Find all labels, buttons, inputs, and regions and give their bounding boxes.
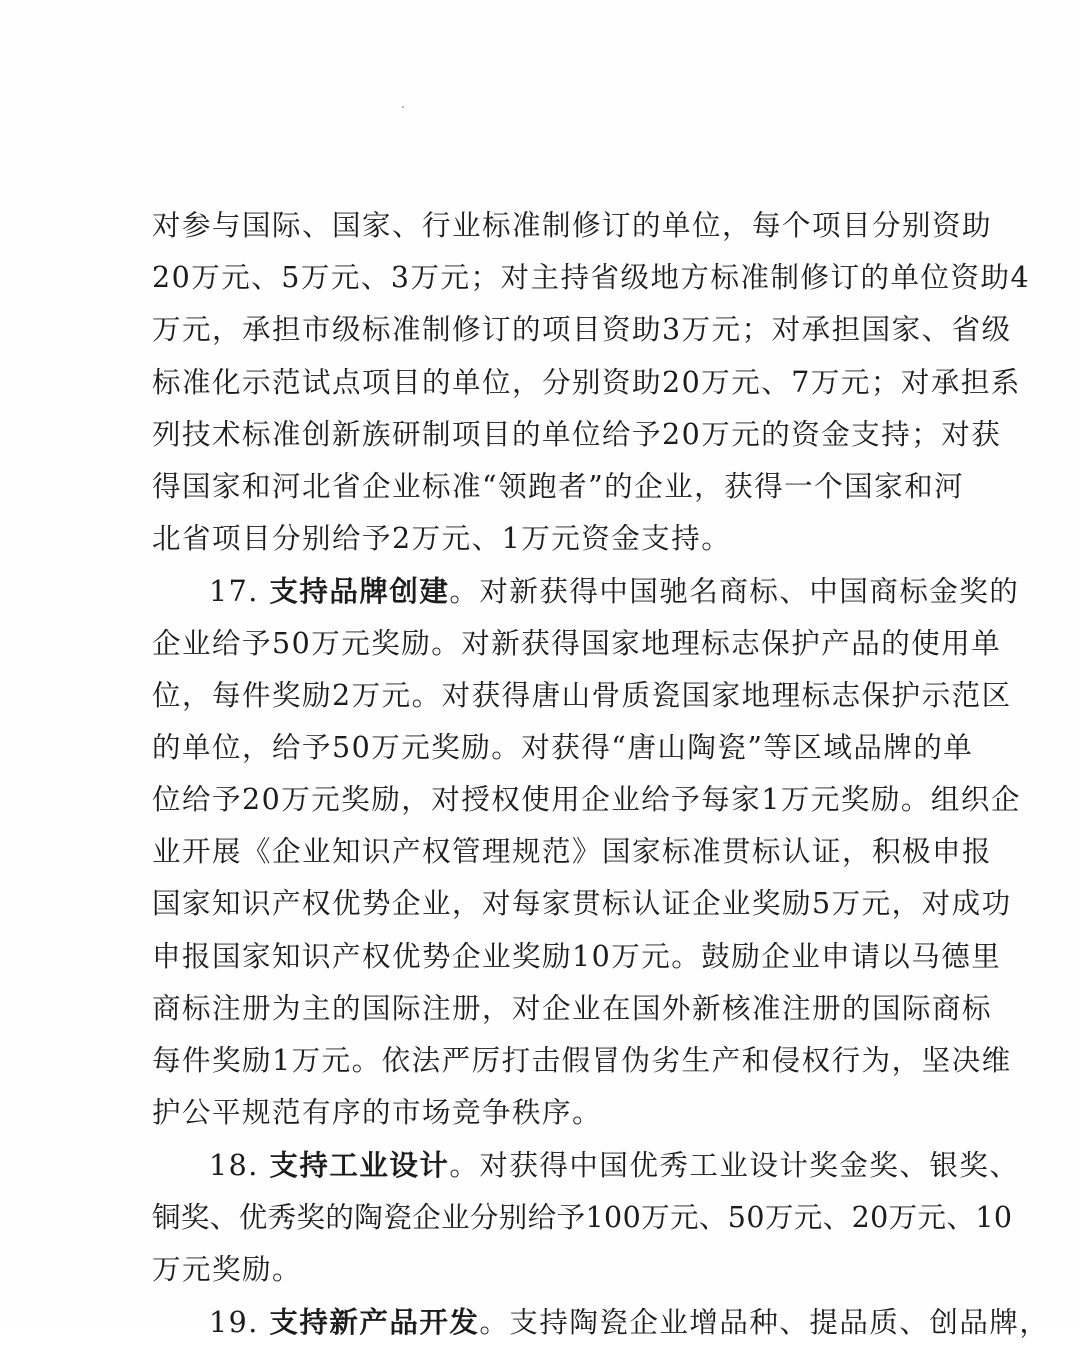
text-line: 标准化示范试点项目的单位，分别资助20万元、7万元；对承担系 xyxy=(152,365,1021,399)
text-line: 对参与国际、国家、行业标准制修订的单位，每个项目分别资助 xyxy=(152,209,993,242)
item-18-heading-line xyxy=(152,1139,1020,1191)
text-line: 业开展《企业知识产权管理规范》国家标准贯标认证，积极申报 xyxy=(152,835,993,869)
item-text: 。对获得中国优秀工业设计奖金奖、银奖、 xyxy=(449,1149,1020,1183)
text-line: 申报国家知识产权优势企业奖励10万元。鼓励企业申请以马德里 xyxy=(152,939,1002,973)
text-line: 每件奖励1万元。依法严厉打击假冒伪劣生产和侵权行为，坚决维 xyxy=(152,1044,1012,1077)
text-line: 位，每件奖励2万元。对获得唐山骨质瓷国家地理标志保护示范区 xyxy=(152,678,1012,712)
scan-speck xyxy=(402,106,404,108)
text-line: 位给予20万元奖励，对授权使用企业给予每家1万元奖励。组织企 xyxy=(152,783,1021,817)
item-text: 。对新获得中国驰名商标、中国商标金奖的 xyxy=(449,575,1020,609)
item-number: 17. xyxy=(209,575,259,609)
item-19-heading-line xyxy=(152,1296,1050,1348)
text-line: 国家知识产权优势企业，对每家贯标认证企业奖励5万元，对成功 xyxy=(152,887,1012,921)
text-line: 护公平规范有序的市场竞争秩序。 xyxy=(152,1096,603,1130)
text-line: 20万元、5万元、3万元；对主持省级地方标准制修订的单位资助4 xyxy=(152,261,1031,295)
text-line: 企业给予50万元奖励。对新获得国家地理标志保护产品的使用单 xyxy=(152,626,1002,660)
text-line: 的单位，给予50万元奖励。对获得“唐山陶瓷”等区域品牌的单 xyxy=(152,730,974,764)
item-title: 支持品牌创建 xyxy=(269,574,450,609)
item-text: 。支持陶瓷企业增品种、提品质、创品牌， xyxy=(479,1305,1050,1339)
document-body xyxy=(152,200,1050,1348)
text-line: 铜奖、优秀奖的陶瓷企业分别给予100万元、50万元、20万元、10 xyxy=(152,1200,1013,1234)
item-17-heading-line xyxy=(152,565,1020,617)
text-line: 得国家和河北省企业标准“领跑者”的企业，获得一个国家和河 xyxy=(152,469,965,503)
text-line: 商标注册为主的国际注册，对企业在国外新核准注册的国际商标 xyxy=(152,991,993,1025)
item-title: 支持新产品开发 xyxy=(269,1304,480,1339)
item-title: 支持工业设计 xyxy=(269,1148,450,1183)
text-line: 万元，承担市级标准制修订的项目资助3万元；对承担国家、省级 xyxy=(152,313,1012,347)
text-line: 北省项目分别给予2万元、1万元资金支持。 xyxy=(152,522,732,556)
item-number: 18. xyxy=(209,1149,259,1183)
text-line: 万元奖励。 xyxy=(152,1252,303,1286)
text-line: 列技术标准创新族研制项目的单位给予20万元的资金支持；对获 xyxy=(152,417,1002,451)
item-number: 19. xyxy=(209,1305,259,1339)
